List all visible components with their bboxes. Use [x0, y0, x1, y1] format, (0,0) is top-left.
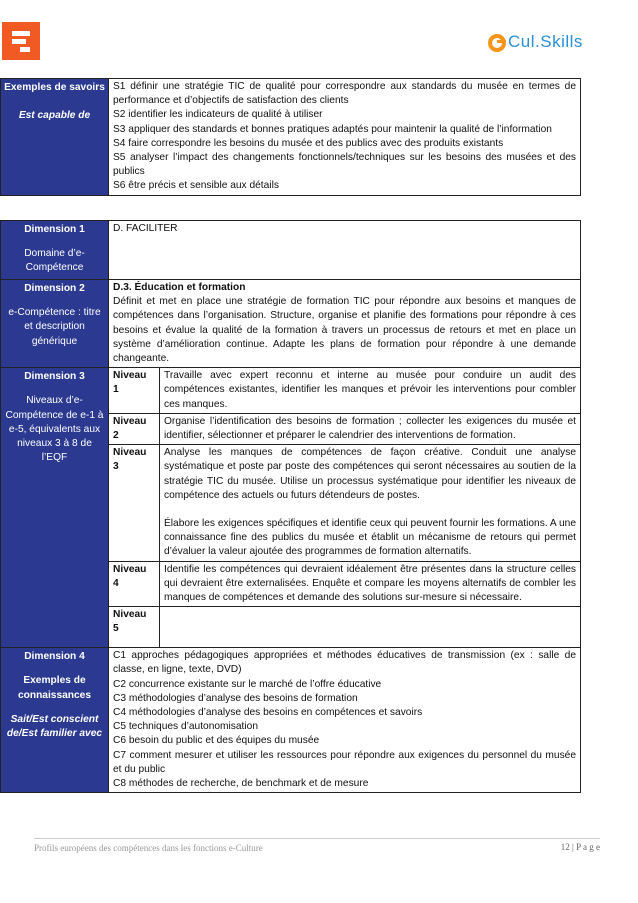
savoir-item: S1 définir une stratégie TIC de qualité pour correspondre aux standards du musée en termes de performance et d’objectifs de satisfaction des clients: [113, 81, 576, 107]
level-5-label: Niveau 5: [109, 607, 160, 648]
level-4-text: Identifie les compétences qui devraient idéalement être présentes dans la structure celles qui devraient être externalisées. Enquête et compare les moyens alternatifs de combler les manques de compétences et demande des solutions sur-mesure si nécessaire.: [160, 561, 581, 607]
level-row: [1, 368, 581, 414]
savoir-item: S2 identifier les indicateurs de qualité à utiliser: [113, 109, 323, 121]
savoir-item: S4 faire correspondre les besoins du musée et des publics avec des produits existants: [113, 137, 504, 149]
connaissance-item: C1 approches pédagogiques appropriées et méthodes éducatives de transmission (ex : salle de classe, en ligne, texte, DVD): [113, 650, 577, 676]
level-3-label: Niveau 3: [109, 445, 160, 561]
connaissance-item: C7 comment mesurer et utiliser les ressources pour répondre aux exigences du personnel du musée et du public: [113, 749, 577, 775]
organisation-logo: [2, 22, 40, 60]
level-1-label: Niveau 1: [109, 368, 160, 414]
savoir-item: S3 appliquer des standards et bonnes pratiques adaptés pour maintenir la qualité de l’information: [113, 123, 552, 135]
competence-description: Définit et met en place une stratégie de formation TIC pour répondre aux besoins et manques de compétences dans l’organisation. Structure, organise et planifie des formations pour répondre à ces besoins et évalue la qualité de la formation à travers un processus de retours et met en place un système d’amélioration continue. Adapte les plans de formation pour répondre à une demande changeante.: [113, 296, 577, 365]
dimension-1-value: D. FACILITER: [109, 221, 581, 280]
dimension-2-label: Dimension 2 e-Compétence : titre et description générique: [1, 280, 109, 368]
dimension-1-row: [1, 221, 581, 280]
dimension-4-row: [1, 648, 581, 793]
level-1-text: Travaille avec expert reconnu et interne au musée pour conduire un audit des compétences existantes, identifier les manques et prévoir les interventions pour combler ces manques.: [160, 368, 581, 414]
level-3-text: Analyse les manques de compétences de façon créative. Conduit une analyse systématique et poste par poste des compétences qui seront nécessaires au soutien de la stratégie TIC du musée. Utilise un processus systématique pour identifier les niveaux de compétence des actuels ou futurs détendeurs de postes. Élabore les exigences spécifiques et identifie ceux qui peuvent fournir les formations. A une connaissance fine des publics du musée et établit un mécanisme de retours qui permet d’évaluer la valeur ajoutée des programmes de formation alternatifs.: [160, 445, 581, 561]
page-number: 12 | P a g e: [560, 842, 600, 852]
level-4-label: Niveau 4: [109, 561, 160, 607]
connaissance-item: C6 besoin du public et des équipes du musée: [113, 735, 320, 747]
connaissance-item: C3 méthodologies d’analyse des besoins de formation: [113, 692, 358, 704]
dimension-1-label: Dimension 1 Domaine d’e-Compétence: [1, 221, 109, 280]
savoirs-table: [0, 78, 581, 196]
level-5-text: [160, 607, 581, 648]
level-2-text: Organise l’identification des besoins de formation ; collecter les exigences du musée et identifier, sélectionner et préparer le calendrier des interventions de formation.: [160, 413, 581, 444]
connaissance-item: C5 techniques d’autonomisation: [113, 721, 258, 733]
savoir-item: S5 analyser l’impact des changements fonctionnels/techniques sur les besoins des musées et des publics: [113, 152, 576, 178]
connaissance-item: C2 concurrence existante sur le marché de l’offre éducative: [113, 678, 382, 690]
connaissance-item: C8 méthodes de recherche, de benchmark et de mesure: [113, 778, 369, 790]
page-footer: [34, 838, 600, 853]
savoirs-list: [109, 79, 581, 196]
connaissance-item: C4 méthodologies d’analyse des besoins en compétences et savoirs: [113, 707, 423, 719]
logo-text: Cul.Skills: [508, 32, 583, 51]
dimension-3-label: Dimension 3 Niveaux d’e-Compétence de e-1 à e-5, équivalents aux niveaux 3 à 8 de l’EQF: [1, 368, 109, 648]
dimension-2-row: [1, 280, 581, 368]
savoir-item: S6 être précis et sensible aux détails: [113, 180, 279, 192]
competence-table: [0, 220, 581, 793]
savoirs-label: Exemples de savoirs Est capable de: [1, 79, 109, 196]
footer-text: Profils européens des compétences dans les fonctions e-Culture: [34, 843, 263, 853]
dimension-2-content: [109, 280, 581, 368]
competence-heading: D.3. Éducation et formation: [113, 282, 246, 293]
dimension-4-label: Dimension 4 Exemples de connaissances Sait/Est conscient de/Est familier avec: [1, 648, 109, 793]
level-2-label: Niveau 2: [109, 413, 160, 444]
connaissances-list: [109, 648, 581, 793]
eculskills-logo: [486, 30, 594, 56]
